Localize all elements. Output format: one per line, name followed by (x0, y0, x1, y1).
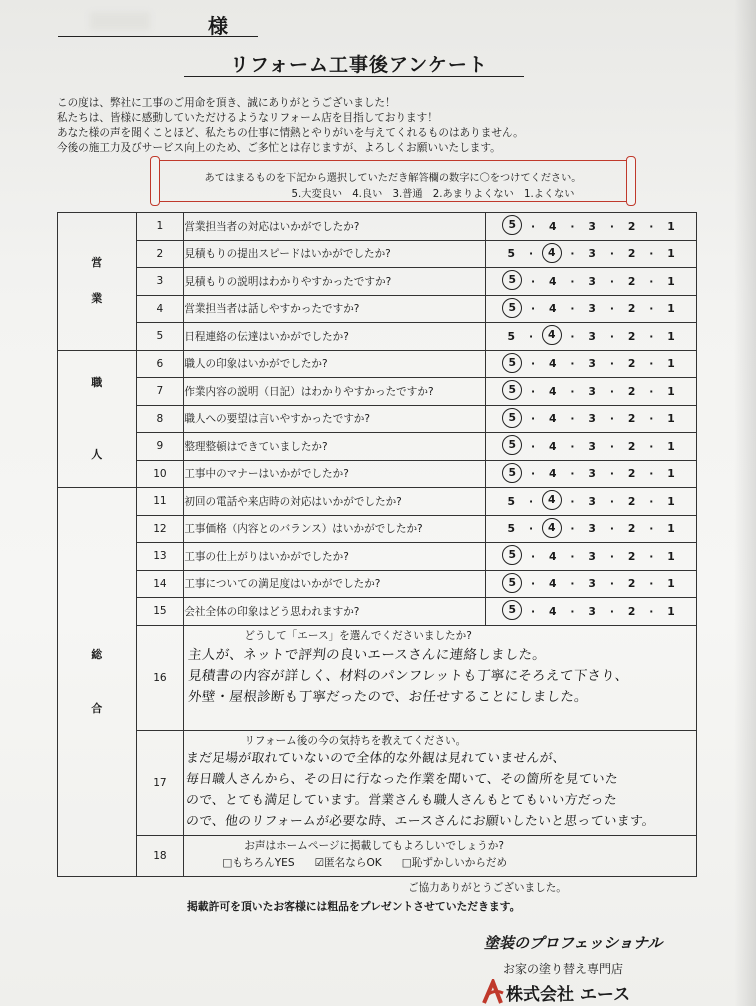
separator-dot: · (570, 494, 575, 508)
rating-scale (486, 598, 697, 626)
rating-3[interactable]: 3 (588, 412, 596, 426)
question-number: 7 (136, 378, 184, 406)
rating-scale (486, 378, 697, 406)
question-row (58, 295, 697, 323)
permission-options (184, 853, 696, 870)
free-question: どうして「エース」を選んでくださいましたか? (244, 629, 472, 642)
rating-4[interactable]: 4 (548, 549, 557, 563)
separator-dot: · (649, 467, 654, 481)
separator-dot: · (649, 219, 654, 233)
question-row (58, 433, 697, 461)
free-question: リフォーム後の今の気持ちを教えてください。 (244, 734, 467, 747)
handwritten-line: ので、他のリフォームが必要な時、エースさんにお願いしたいと思っています。 (185, 813, 657, 829)
question-text: 営業担当者の対応はいかがでしたか? (184, 213, 486, 241)
handwritten-line: 主人が、ネットで評判の良いエースさんに連絡しました。 (187, 646, 548, 663)
rating-options (486, 272, 696, 290)
rating-1[interactable]: 1 (667, 522, 675, 536)
separator-dot: · (609, 439, 614, 453)
separator-dot: · (649, 247, 654, 261)
separator-dot: · (649, 357, 654, 371)
separator-dot: · (570, 219, 575, 233)
free-question: お声はホームページに掲載してもよろしいでしょうか? (244, 839, 504, 852)
rating-5[interactable]: 5 (507, 494, 516, 508)
question-number: 13 (136, 543, 184, 571)
brand-subtitle: お家の塗り替え専門店 (503, 962, 624, 976)
intro-line: この度は、弊社に工事のご用命を頂き、誠にありがとうございました！ (57, 97, 396, 109)
question-row (58, 598, 697, 626)
rating-options (486, 547, 696, 565)
separator-dot: · (570, 357, 575, 371)
rating-2[interactable]: 2 (627, 439, 636, 453)
question-text: 工事の仕上がりはいかがでしたか? (184, 543, 486, 571)
rating-1[interactable]: 1 (667, 357, 675, 371)
separator-dot: · (609, 219, 614, 233)
question-text: 見積もりの提出スピードはいかがでしたか? (184, 240, 486, 268)
rating-5[interactable]: 5 (502, 545, 522, 565)
page-title: リフォーム工事後アンケート (230, 54, 488, 76)
rating-options (486, 245, 696, 263)
title-underline (184, 76, 524, 77)
rating-2[interactable]: 2 (627, 412, 636, 426)
rating-5[interactable]: 5 (507, 247, 516, 261)
rating-3[interactable]: 3 (588, 219, 596, 233)
rating-1[interactable]: 1 (667, 384, 675, 398)
rating-2[interactable]: 2 (627, 384, 636, 398)
rating-5[interactable]: 5 (507, 329, 516, 343)
rating-3[interactable]: 3 (588, 549, 596, 563)
separator-dot: · (570, 302, 575, 316)
category-sales: 営 業 (58, 213, 137, 351)
rating-5[interactable]: 5 (507, 522, 516, 536)
separator-dot: · (530, 467, 536, 481)
rating-scale (486, 295, 697, 323)
rating-2[interactable]: 2 (627, 467, 636, 481)
question-number: 4 (136, 295, 184, 323)
separator-dot: · (530, 302, 536, 316)
free-answer-17 (184, 730, 697, 835)
rating-2[interactable]: 2 (627, 522, 636, 536)
separator-dot: · (649, 274, 654, 288)
question-row (58, 460, 697, 488)
instruction-banner (155, 160, 631, 202)
question-row (58, 405, 697, 433)
rating-2[interactable]: 2 (627, 357, 636, 371)
question-row (58, 570, 697, 598)
rating-options (486, 300, 696, 318)
question-row (58, 268, 697, 296)
rating-options (486, 217, 696, 235)
question-text: 工事価格（内容とのバランス）はいかがでしたか? (184, 515, 486, 543)
rating-options (486, 520, 696, 538)
question-text: 作業内容の説明（日記）はわかりやすかったですか? (184, 378, 486, 406)
rating-4[interactable]: 4 (548, 302, 557, 316)
separator-dot: · (530, 357, 536, 371)
rating-5[interactable]: 5 (502, 408, 522, 428)
question-row-16 (58, 625, 697, 730)
separator-dot: · (649, 494, 654, 508)
rating-1[interactable]: 1 (667, 439, 675, 453)
rating-5[interactable]: 5 (502, 270, 522, 290)
question-text: 工事についての満足度はいかがでしたか? (184, 570, 486, 598)
rating-4[interactable]: 4 (548, 357, 557, 371)
separator-dot: · (609, 522, 614, 536)
rating-3[interactable]: 3 (588, 247, 596, 261)
rating-4[interactable]: 4 (542, 518, 562, 538)
rating-1[interactable]: 1 (667, 494, 675, 508)
question-row (58, 213, 697, 241)
separator-dot: · (530, 439, 536, 453)
rating-2[interactable]: 2 (627, 274, 636, 288)
rating-2[interactable]: 2 (627, 302, 636, 316)
question-number: 17 (136, 730, 184, 835)
question-row (58, 350, 697, 378)
rating-2[interactable]: 2 (627, 549, 636, 563)
intro-line: 今後の施工力及びサービス向上のため、ご多忙とは存じますが、よろしくお願いいたします。 (57, 142, 501, 154)
separator-dot: · (649, 522, 654, 536)
handwritten-answer (184, 643, 696, 708)
rating-scale (486, 268, 697, 296)
rating-3[interactable]: 3 (588, 357, 596, 371)
instruction-scale: 5.大変良い 4.良い 3.普通 2.あまりよくない 1.よくない (291, 189, 575, 200)
intro-line: あなた様の声を聞くことほど、私たちの仕事に情熱とやりがいを与えてくれるものはありません。 (57, 127, 524, 139)
question-text: 会社全体の印象はどう思われますか? (184, 598, 486, 626)
separator-dot: · (649, 329, 654, 343)
rating-options (486, 575, 696, 593)
separator-dot: · (570, 549, 575, 563)
question-number: 14 (136, 570, 184, 598)
rating-5[interactable]: 5 (502, 600, 522, 620)
separator-dot: · (530, 384, 536, 398)
rating-3[interactable]: 3 (588, 439, 596, 453)
rating-4[interactable]: 4 (548, 577, 557, 591)
rating-scale (486, 240, 697, 268)
permission-option[interactable]: ☑匿名ならOK (314, 856, 382, 869)
separator-dot: · (570, 329, 575, 343)
rating-1[interactable]: 1 (667, 549, 675, 563)
rating-4[interactable]: 4 (548, 604, 557, 618)
permission-option[interactable]: □もちろんYES (222, 856, 295, 869)
rating-scale (486, 488, 697, 516)
rating-1[interactable]: 1 (667, 412, 675, 426)
handwritten-line: まだ足場が取れていないので全体的な外観は見れていませんが、 (185, 750, 567, 766)
rating-3[interactable]: 3 (588, 522, 596, 536)
rating-3[interactable]: 3 (588, 494, 596, 508)
rating-5[interactable]: 5 (502, 463, 522, 483)
separator-dot: · (649, 439, 654, 453)
rating-1[interactable]: 1 (667, 604, 675, 618)
rating-scale (486, 323, 697, 351)
question-row (58, 543, 697, 571)
handwritten-line: 毎日職人さんから、その日に行なった作業を聞いて、その箇所を見ていた (185, 771, 620, 787)
rating-2[interactable]: 2 (627, 247, 636, 261)
separator-dot: · (570, 384, 575, 398)
question-row-17 (58, 730, 697, 835)
rating-scale (486, 460, 697, 488)
rating-1[interactable]: 1 (667, 467, 675, 481)
separator-dot: · (530, 274, 536, 288)
rating-2[interactable]: 2 (627, 329, 636, 343)
rating-scale (486, 543, 697, 571)
handwritten-line: ので、とても満足しています。営業さんも職人さんもとてもいい方だった (185, 792, 619, 808)
name-underline (58, 36, 258, 37)
question-number: 16 (136, 625, 184, 730)
question-number: 5 (136, 323, 184, 351)
rating-3[interactable]: 3 (588, 384, 596, 398)
separator-dot: · (609, 549, 614, 563)
page-shadow (734, 0, 756, 1006)
separator-dot: · (570, 467, 575, 481)
rating-scale (486, 570, 697, 598)
rating-5[interactable]: 5 (502, 573, 522, 593)
separator-dot: · (528, 247, 534, 261)
rating-5[interactable]: 5 (502, 353, 522, 373)
separator-dot: · (609, 274, 614, 288)
separator-dot: · (609, 357, 614, 371)
rating-4[interactable]: 4 (548, 439, 557, 453)
question-row-18 (58, 835, 697, 876)
separator-dot: · (530, 219, 536, 233)
separator-dot: · (609, 247, 614, 261)
rating-options (486, 492, 696, 510)
rating-1[interactable]: 1 (667, 302, 675, 316)
rating-1[interactable]: 1 (667, 247, 675, 261)
handwritten-line: 見積書の内容が詳しく、材料のパンフレットも丁寧にそろえて下さり、 (187, 667, 630, 684)
rating-scale (486, 350, 697, 378)
rating-options (486, 410, 696, 428)
separator-dot: · (649, 412, 654, 426)
rating-options (486, 382, 696, 400)
rating-3[interactable]: 3 (588, 302, 596, 316)
separator-dot: · (530, 604, 536, 618)
rating-2[interactable]: 2 (627, 604, 636, 618)
rating-options (486, 437, 696, 455)
rating-scale (486, 213, 697, 241)
rating-options (486, 355, 696, 373)
question-row (58, 378, 697, 406)
question-number: 18 (136, 835, 184, 876)
question-number: 1 (136, 213, 184, 241)
separator-dot: · (609, 577, 614, 591)
separator-dot: · (609, 494, 614, 508)
separator-dot: · (528, 329, 534, 343)
rating-options (486, 465, 696, 483)
rating-4[interactable]: 4 (548, 274, 557, 288)
company-name: 株式会社 エース (506, 985, 631, 1005)
rating-1[interactable]: 1 (667, 329, 675, 343)
survey-table (57, 212, 697, 877)
rating-4[interactable]: 4 (548, 219, 557, 233)
gift-note: 掲載許可を頂いたお客様には粗品をプレゼントさせていただきます。 (187, 900, 521, 913)
rating-4[interactable]: 4 (548, 467, 557, 481)
category-overall: 総 合 (58, 488, 137, 877)
question-row (58, 488, 697, 516)
rating-3[interactable]: 3 (588, 604, 596, 618)
separator-dot: · (530, 577, 536, 591)
question-number: 6 (136, 350, 184, 378)
separator-dot: · (609, 384, 614, 398)
separator-dot: · (649, 302, 654, 316)
instruction-line-1: あてはまるものを下記から選択していただき解答欄の数字に〇をつけてください。 (204, 173, 582, 184)
separator-dot: · (570, 247, 575, 261)
question-number: 2 (136, 240, 184, 268)
rating-scale (486, 515, 697, 543)
separator-dot: · (649, 384, 654, 398)
question-text: 職人の印象はいかがでしたか? (184, 350, 486, 378)
question-number: 9 (136, 433, 184, 461)
question-text: 日程連絡の伝達はいかがでしたか? (184, 323, 486, 351)
separator-dot: · (649, 577, 654, 591)
intro-text (57, 96, 524, 156)
question-text: 見積もりの説明はわかりやすかったですか? (184, 268, 486, 296)
rating-4[interactable]: 4 (548, 384, 557, 398)
rating-4[interactable]: 4 (542, 325, 562, 345)
rating-4[interactable]: 4 (548, 412, 557, 426)
separator-dot: · (530, 412, 536, 426)
rating-2[interactable]: 2 (627, 494, 636, 508)
question-number: 12 (136, 515, 184, 543)
separator-dot: · (649, 604, 654, 618)
handwritten-line: 外壁・屋根診断も丁寧だったので、お任せすることにしました。 (187, 688, 590, 705)
rating-scale (486, 405, 697, 433)
separator-dot: · (609, 329, 614, 343)
rating-1[interactable]: 1 (667, 219, 675, 233)
thanks-text: ご協力ありがとうございました。 (408, 882, 567, 894)
permission-option[interactable]: □恥ずかしいからだめ (401, 856, 508, 869)
rating-5[interactable]: 5 (502, 380, 522, 400)
question-number: 11 (136, 488, 184, 516)
rating-5[interactable]: 5 (502, 215, 522, 235)
separator-dot: · (609, 412, 614, 426)
separator-dot: · (570, 439, 575, 453)
rating-3[interactable]: 3 (588, 274, 596, 288)
publish-permission (184, 835, 697, 876)
separator-dot: · (570, 522, 575, 536)
question-text: 営業担当者は話しやすかったですか? (184, 295, 486, 323)
separator-dot: · (609, 302, 614, 316)
question-text: 整理整頓はできていましたか? (184, 433, 486, 461)
question-row (58, 515, 697, 543)
question-number: 10 (136, 460, 184, 488)
honorific: 様 (208, 14, 228, 38)
question-number: 3 (136, 268, 184, 296)
separator-dot: · (570, 577, 575, 591)
rating-1[interactable]: 1 (667, 274, 675, 288)
question-row (58, 323, 697, 351)
separator-dot: · (570, 274, 575, 288)
category-craft: 職 人 (58, 350, 137, 488)
separator-dot: · (528, 494, 534, 508)
handwritten-answer (184, 748, 696, 832)
rating-2[interactable]: 2 (627, 577, 636, 591)
rating-4[interactable]: 4 (542, 490, 562, 510)
question-text: 工事中のマナーはいかがでしたか? (184, 460, 486, 488)
separator-dot: · (570, 604, 575, 618)
rating-5[interactable]: 5 (502, 435, 522, 455)
rating-3[interactable]: 3 (588, 577, 596, 591)
free-answer-16 (184, 625, 697, 730)
rating-3[interactable]: 3 (588, 329, 596, 343)
question-text: 初回の電話や来店時の対応はいかがでしたか? (184, 488, 486, 516)
question-number: 8 (136, 405, 184, 433)
separator-dot: · (530, 549, 536, 563)
rating-5[interactable]: 5 (502, 298, 522, 318)
separator-dot: · (649, 549, 654, 563)
separator-dot: · (609, 467, 614, 481)
question-row (58, 240, 697, 268)
rating-2[interactable]: 2 (627, 219, 636, 233)
rating-1[interactable]: 1 (667, 577, 675, 591)
brand-tagline: 塗装のプロフェッショナル (484, 934, 663, 952)
question-number: 15 (136, 598, 184, 626)
rating-3[interactable]: 3 (588, 467, 596, 481)
question-text: 職人への要望は言いやすかったですか? (184, 405, 486, 433)
rating-options (486, 602, 696, 620)
rating-4[interactable]: 4 (542, 243, 562, 263)
redacted-name (90, 12, 150, 30)
separator-dot: · (528, 522, 534, 536)
separator-dot: · (609, 604, 614, 618)
rating-scale (486, 433, 697, 461)
separator-dot: · (570, 412, 575, 426)
rating-options (486, 327, 696, 345)
intro-line: 私たちは、皆様に感動していただけるようなリフォーム店を目指しております！ (57, 112, 438, 124)
